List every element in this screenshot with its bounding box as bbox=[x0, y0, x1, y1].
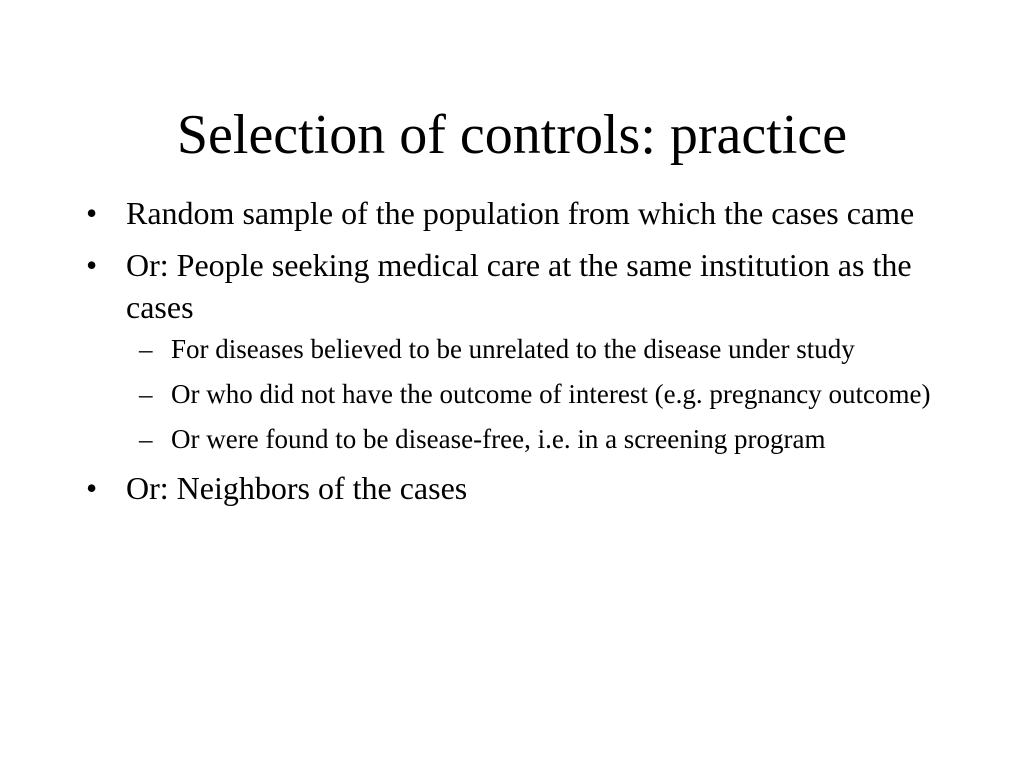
slide-title: Selection of controls: practice bbox=[176, 104, 848, 166]
sub-bullet-item-disease-free bbox=[126, 422, 946, 457]
dash-icon: – bbox=[139, 379, 153, 409]
bullet-text: Or: People seeking medical care at the same institution as the cases bbox=[126, 247, 912, 325]
sub-bullet-list bbox=[126, 332, 946, 457]
dash-icon: – bbox=[139, 424, 153, 454]
bullet-icon: • bbox=[86, 470, 98, 506]
sub-bullet-text: For diseases believed to be unrelated to the disease under study bbox=[171, 334, 855, 364]
bullet-icon: • bbox=[86, 195, 98, 231]
bullet-list bbox=[86, 192, 946, 519]
dash-icon: – bbox=[139, 334, 153, 364]
bullet-icon: • bbox=[86, 247, 98, 283]
sub-bullet-text: Or were found to be disease-free, i.e. in a screening program bbox=[171, 424, 826, 454]
bullet-item-neighbors bbox=[86, 467, 946, 509]
bullet-item-random-sample bbox=[86, 192, 946, 234]
sub-bullet-item-unrelated-disease bbox=[126, 332, 946, 367]
bullet-text: Random sample of the population from which the cases came bbox=[126, 195, 915, 231]
bullet-item-medical-care bbox=[86, 244, 946, 457]
sub-bullet-text: Or who did not have the outcome of interest (e.g. pregnancy outcome) bbox=[171, 379, 931, 409]
sub-bullet-item-no-outcome bbox=[126, 377, 946, 412]
bullet-text: Or: Neighbors of the cases bbox=[126, 470, 468, 506]
